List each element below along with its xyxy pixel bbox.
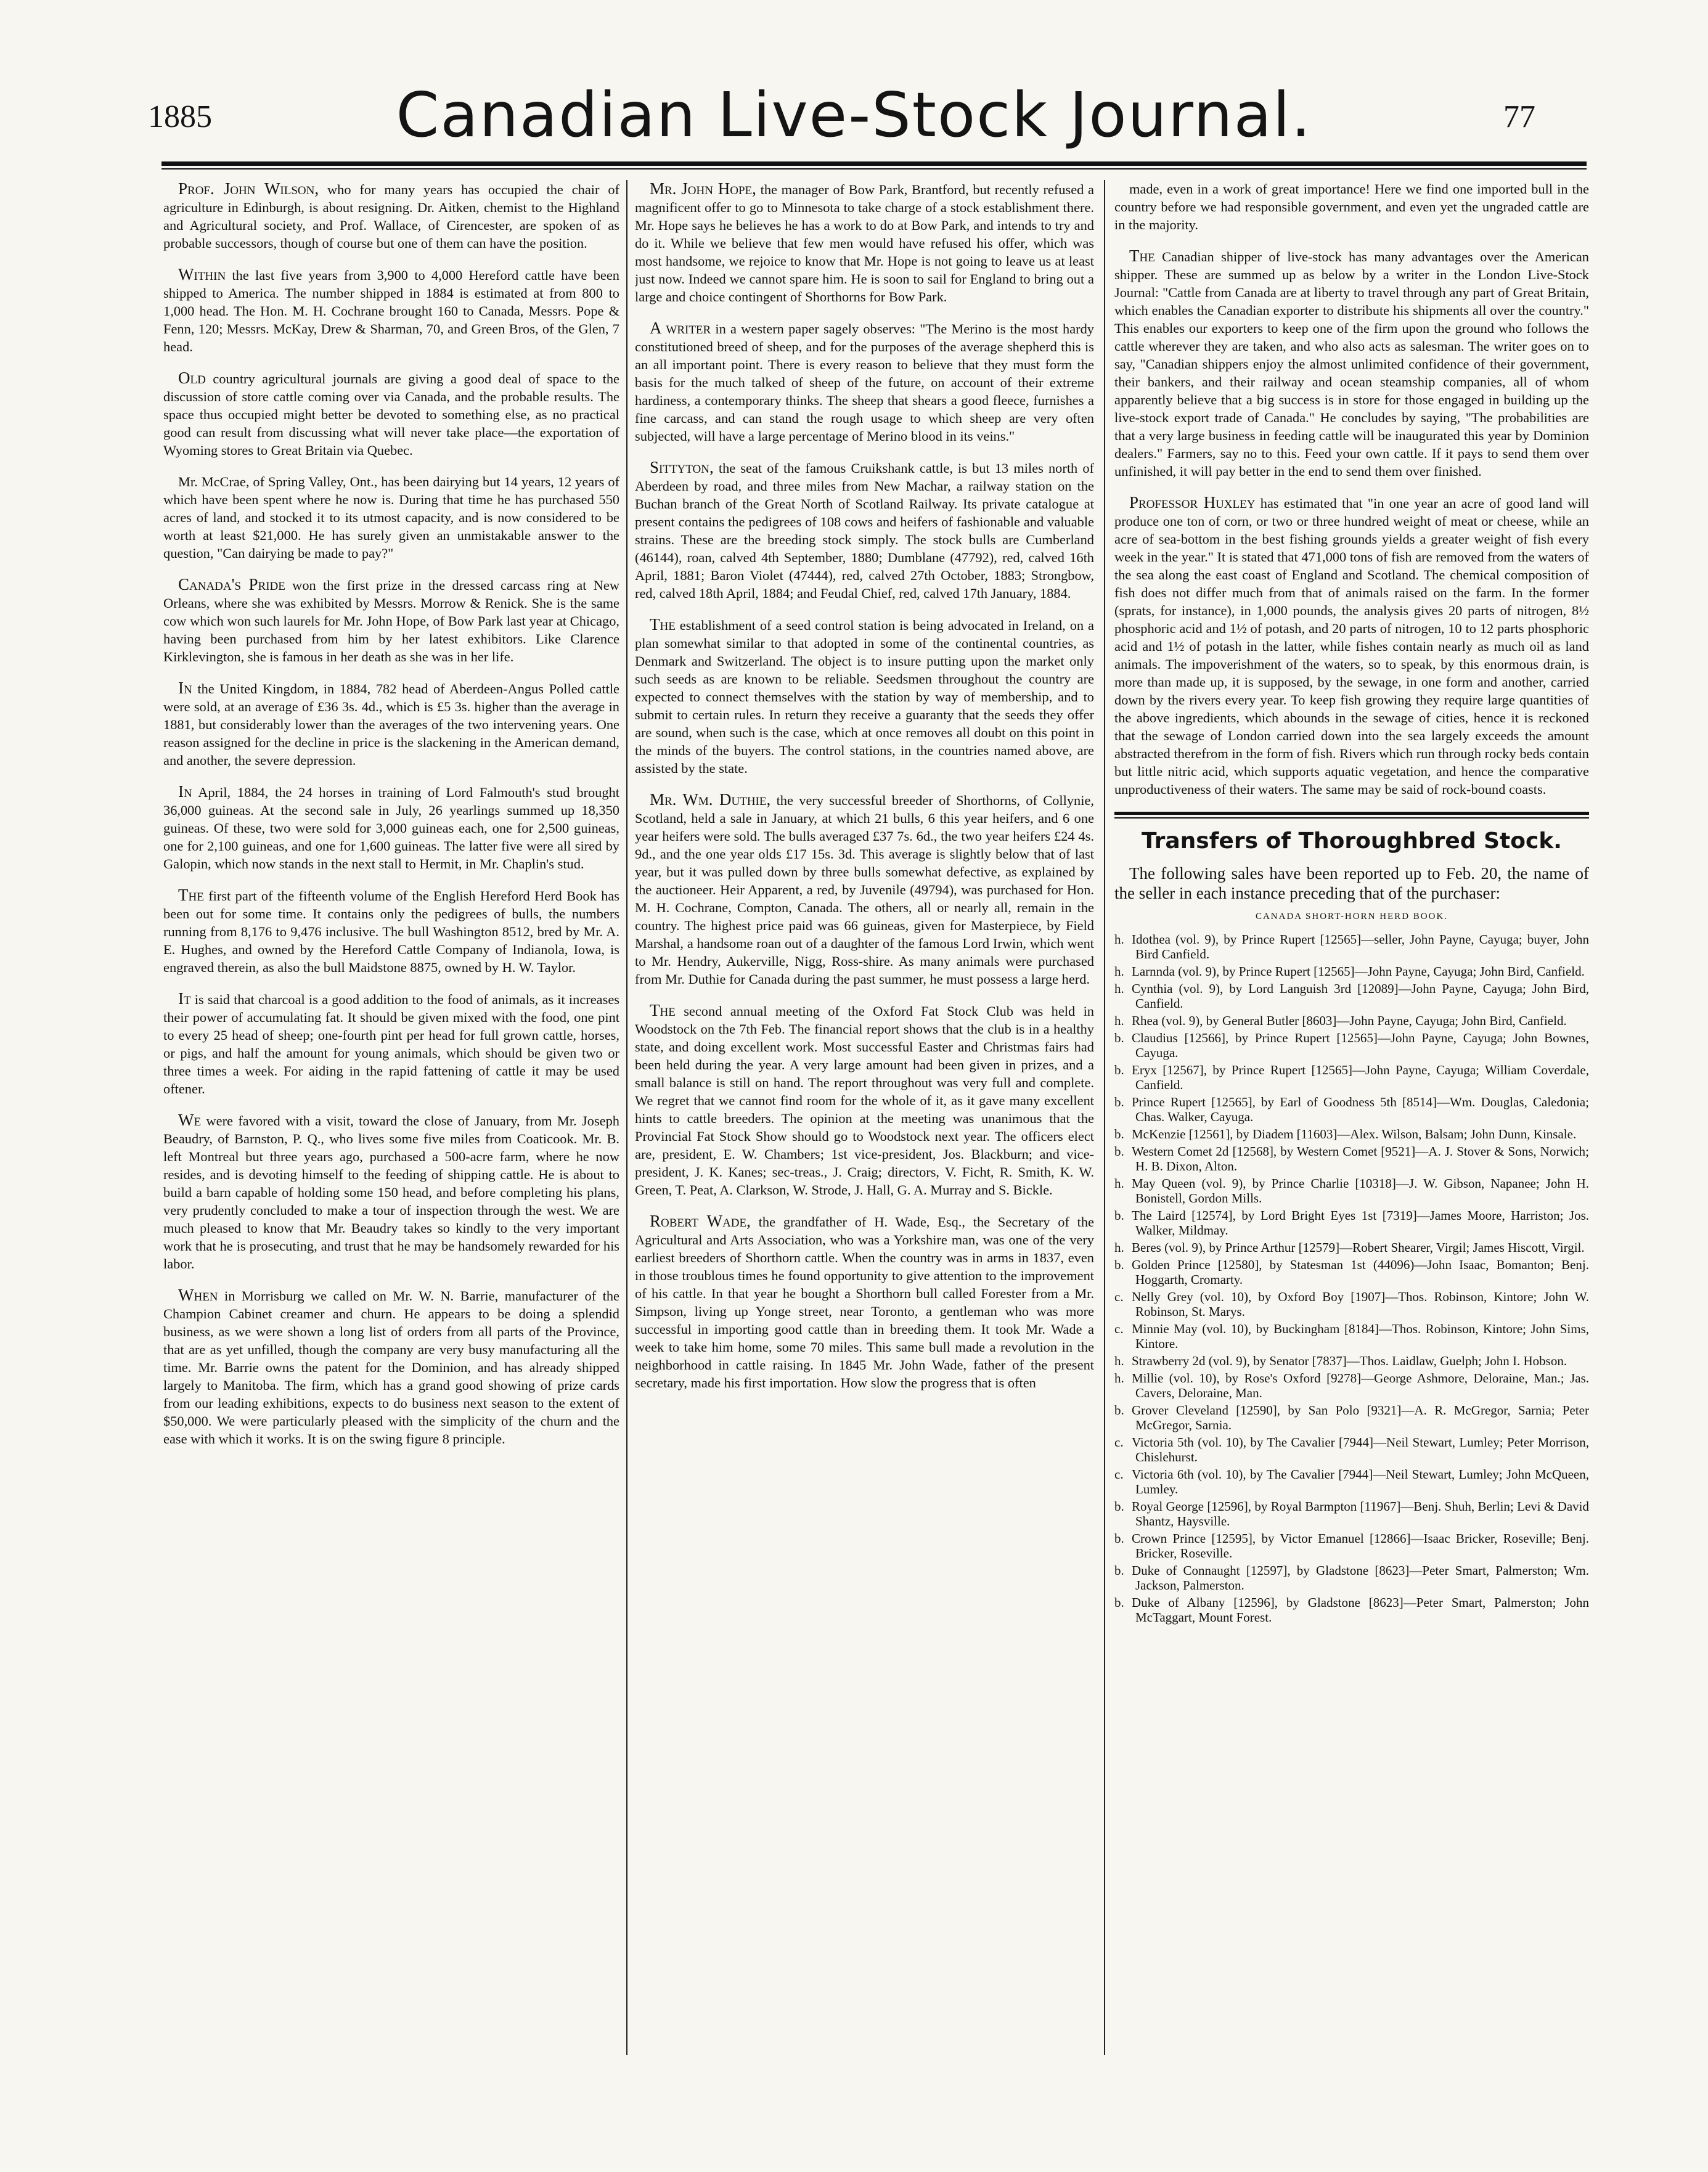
transfer-entry bbox=[1114, 1208, 1589, 1238]
article-paragraph bbox=[163, 1286, 619, 1448]
sex-code: b. bbox=[1114, 1127, 1124, 1141]
transfer-text: Rhea (vol. 9), by General Butler [8603]—John Payne, Cayuga; John Bird, Canfield. bbox=[1132, 1013, 1567, 1028]
paragraph-lead: The bbox=[650, 1001, 676, 1019]
paragraph-lead: In bbox=[178, 679, 192, 697]
paragraph-text: Mr. McCrae, of Spring Valley, Ont., has been dairying but 14 years, 12 years of which have been spent where he now is. During that time he has purchased 550 acres of land, and stocked it to its utmost capacity, and is now considered to be worth at least $21,000. He has surely given an unmistakable answer to the question, "Can dairying be made to pay?" bbox=[163, 474, 619, 561]
article-paragraph bbox=[163, 783, 619, 873]
article-paragraph bbox=[163, 473, 619, 562]
paragraph-lead: Old bbox=[178, 369, 206, 387]
article-paragraph bbox=[163, 266, 619, 356]
sex-code: h. bbox=[1114, 964, 1124, 979]
transfer-entry bbox=[1114, 1127, 1589, 1141]
paragraph-lead: A writer bbox=[650, 319, 711, 337]
transfer-text: Claudius [12566], by Prince Rupert [12565]—John Payne, Cayuga; John Bownes, Cayuga. bbox=[1132, 1031, 1589, 1060]
article-paragraph bbox=[163, 990, 619, 1098]
article-paragraph bbox=[635, 1002, 1094, 1199]
sex-code: c. bbox=[1114, 1467, 1124, 1482]
sex-code: h. bbox=[1114, 1353, 1124, 1368]
article-paragraph bbox=[163, 180, 619, 252]
article-paragraph bbox=[635, 1212, 1094, 1392]
column-divider bbox=[1104, 180, 1105, 2055]
paragraph-text: the grandfather of H. Wade, Esq., the Secretary of the Agricultural and Arts Association, who was a Yorkshire man, was one of the very earliest breeders of Shorthorn cattle. When the country was in arms in 1837, even in those troublous times he found opportunity to give attention to the improvement of his cattle. In that year he bought a Shorthorn bull called Forester from a Mr. Simpson, living up Yonge street, near Toronto, a gentleman who was more successful in importing good cattle than in breeding them. It took Mr. Wade a week to take him home, some 70 miles. This same bull made a revolution in the neighborhood in cattle raising. In 1845 Mr. John Wade, father of the present secretary, made his first importation. How slow the progress that is often bbox=[635, 1214, 1094, 1390]
transfer-entry bbox=[1114, 1353, 1589, 1368]
transfer-entry bbox=[1114, 981, 1589, 1011]
paragraph-lead: Sittyton, bbox=[650, 458, 714, 476]
transfer-text: Cynthia (vol. 9), by Lord Languish 3rd [12089]—John Payne, Cayuga; John Bird, Canfield. bbox=[1132, 981, 1589, 1011]
transfer-text: Minnie May (vol. 10), by Buckingham [8184]—Thos. Robinson, Kintore; John Sims, Kintore. bbox=[1132, 1321, 1589, 1351]
right-column-articles bbox=[1114, 180, 1589, 798]
transfer-entry bbox=[1114, 964, 1589, 979]
paragraph-lead: Prof. John Wilson, bbox=[178, 180, 319, 198]
column-divider bbox=[626, 180, 627, 2055]
sex-code: h. bbox=[1114, 1371, 1124, 1386]
column-right bbox=[1114, 180, 1589, 2067]
sex-code: b. bbox=[1114, 1595, 1124, 1610]
paragraph-lead: Canada's Pride bbox=[178, 575, 285, 594]
transfer-entry bbox=[1114, 1013, 1589, 1028]
transfer-entry bbox=[1114, 1321, 1589, 1351]
paragraph-lead: We bbox=[178, 1111, 202, 1129]
paragraph-text: Canadian shipper of live-stock has many advantages over the American shipper. These are summed up as below by a writer in the London Live-Stock Journal: "Cattle from Canada are at liberty to travel through any part of Great Britain, which enables the Canadian exporter to distribute his shipments all over the country." This enables our exporters to keep one of the firm upon the ground who follows the cattle wherever they are taken, and who also acts as salesman. The writer goes on to say, "Canadian shippers enjoy the almost unlimited confidence of their government, their bankers, and their railway and ocean steamship companies, all of whom apparently believe that a big success is in store for those engaged in building up the live-stock export trade of Canada." He concludes by saying, "The probabilities are that a very large business in feeding cattle will be inaugurated this year by Dominion dealers." Farmers, say no to this. Feed your own cattle. If it pays to send them over unfinished, it will pay better in the end to send them over finished. bbox=[1114, 249, 1589, 479]
sex-code: b. bbox=[1114, 1531, 1124, 1546]
paragraph-lead: Robert Wade, bbox=[650, 1212, 751, 1230]
paragraph-lead: The bbox=[1129, 247, 1155, 265]
transfer-list bbox=[1114, 932, 1589, 1625]
sex-code: b. bbox=[1114, 1499, 1124, 1514]
page-number: 77 bbox=[1503, 99, 1535, 134]
transfer-entry bbox=[1114, 1257, 1589, 1287]
paragraph-text: is said that charcoal is a good addition to the food of animals, as it increases their power of accumulating fat. It should be given mixed with the food, one pint to every 25 head of sheep; one-fourth pint per head for full grown cattle, horses, or pigs, and half the amount for young animals, which should be given two or three times a week. For aiding in the rapid fattening of cattle it may be used oftener. bbox=[163, 992, 619, 1096]
transfer-entry bbox=[1114, 1595, 1589, 1625]
sex-code: b. bbox=[1114, 1208, 1124, 1223]
paragraph-text: second annual meeting of the Oxford Fat Stock Club was held in Woodstock on the 7th Feb. The financial report shows that the club is in a healthy state, and doing excellent work. Most successful Easter and Christmas fairs had been held during the year. A very large amount had been given in prizes, and a small balance is still on hand. The report throughout was very full and complete. We regret that we cannot find room for the whole of it, as it gave many excellent hints to cattle breeders. The opinion at the meeting was unanimous that the Provincial Fat Stock Show should go to Woodstock next year. The officers elect are, president, E. W. Chambers; 1st vice-president, Jos. Blackburn; and vice-president, J. K. Kanes; sec-treas., J. Craig; directors, V. Ficht, R. Smith, K. W. Green, T. Peat, A. Clarkson, W. Strode, J. Hall, G. A. Murray and S. Bickle. bbox=[635, 1003, 1094, 1198]
transfer-entry bbox=[1114, 932, 1589, 961]
paragraph-text: the last five years from 3,900 to 4,000 Hereford cattle have been shipped to America. The number shipped in 1884 is estimated at from 800 to 1,000 head. The Hon. M. H. Cochrane brought 160 to Canada, Messrs. Pope & Fenn, 120; Messrs. McKay, Drew & Sharman, 70, and Green Bros, of the Glen, 7 head. bbox=[163, 267, 619, 354]
transfer-entry bbox=[1114, 1240, 1589, 1255]
transfers-heading: Transfers of Thoroughbred Stock. bbox=[1142, 828, 1562, 854]
sex-code: b. bbox=[1114, 1563, 1124, 1578]
column-left bbox=[163, 180, 619, 2067]
paragraph-text: the United Kingdom, in 1884, 782 head of Aberdeen-Angus Polled cattle were sold, at an average of £36 3s. 4d., which is £5 3s. higher than the average in 1881, but considerably lower than the averages of the two intervening years. One reason assigned for the decline in price is the slackening in the American demand, and another, the severe depression. bbox=[163, 681, 619, 768]
paragraph-text: made, even in a work of great importance! Here we find one imported bull in the country before we had responsible government, and even yet the ungraded cattle are in the majority. bbox=[1114, 181, 1589, 232]
transfer-text: Royal George [12596], by Royal Barmpton [11967]—Benj. Shuh, Berlin; Levi & David Shantz, Haysville. bbox=[1132, 1499, 1589, 1529]
paragraph-lead: Within bbox=[178, 265, 226, 284]
article-paragraph bbox=[163, 679, 619, 769]
sex-code: c. bbox=[1114, 1289, 1124, 1304]
article-paragraph bbox=[1114, 247, 1589, 480]
article-paragraph bbox=[1114, 494, 1589, 798]
issue-year: 1885 bbox=[148, 99, 212, 134]
paragraph-text: has estimated that "in one year an acre of good land will produce one ton of corn, or two or three hundred weight of meat or cheese, while an acre of sea-bottom in the best fishing grounds yields a greater weight of fish every week in the year." It is stated that 471,000 tons of fish are removed from the waters of the sea along the east coast of England and Scotland. The chemical composition of fish does not differ much from that of animals raised on the farm. In the former (sprats, for instance), in 1,000 pounds, the analysis gives 20 parts of nitrogen, 8½ phosphoric acid and 1½ of potash, and 20 parts of nitrogen, 10 to 12 parts phosphoric acid and 1½ of potash in the latter, while fishes contain nearly as much oil as land animals. The impoverishment of the waters, so to speak, by this enormous drain, is more than made up, it is supposed, by the sewage, in one form and another, carried down by the rivers every year. To keep fish growing they require large quantities of the above ingredients, which abounds in the sewage of cities, hence it is reckoned that the sewage of London carried down into the sea largely exceeds the amount abstracted therefrom in the form of fish. Rivers which run through rocky beds contain but little nitric acid, which supports aquatic vegetation, and hence the comparative unproductiveness of their waters. The same may be said of rock-bound coasts. bbox=[1114, 496, 1589, 797]
paragraph-text: the seat of the famous Cruikshank cattle, is but 13 miles north of Aberdeen by road, and three miles from New Machar, a railway station on the Buchan branch of the Great North of Scotland Railway. Its private catalogue at present contains the pedigrees of 108 cows and heifers of fashionable and valuable strains. These are the breeding stock simply. The stock bulls are Cumberland (46144), roan, calved 4th September, 1880; Dumblane (47792), red, calved 16th April, 1881; Baron Violet (47444), red, calved 27th October, 1883; Strongbow, red, calved 18th April, 1884; and Feudal Chief, red, calved 17th January, 1884. bbox=[635, 460, 1094, 601]
paragraph-text: first part of the fifteenth volume of the English Hereford Herd Book has been out for some time. It contains only the pedigrees of bulls, the numbers running from 8,176 to 9,476 inclusive. The bull Washington 8512, bred by Mr. A. E. Hughes, and owned by the Hereford Cattle Company of Indianola, Iowa, is engraved therein, as also the bull Maidstone 8875, owned by H. W. Taylor. bbox=[163, 888, 619, 975]
paragraph-lead: The bbox=[178, 886, 204, 904]
paragraph-text: won the first prize in the dressed carcass ring at New Orleans, where she was exhibited by Messrs. Morrow & Renick. She is the same cow which won such laurels for Mr. John Hope, of Bow Park last year at Chicago, having been purchased from him by her latest exhibitors. Like Clarence Kirklevington, she is famous in her death as she was in her life. bbox=[163, 578, 619, 664]
transfer-text: Nelly Grey (vol. 10), by Oxford Boy [1907]—Thos. Robinson, Kintore; John W. Robinson, St. Marys. bbox=[1132, 1289, 1589, 1319]
transfer-entry bbox=[1114, 1371, 1589, 1400]
transfer-text: Crown Prince [12595], by Victor Emanuel [12866]—Isaac Bricker, Roseville; Benj. Bricker, Roseville. bbox=[1132, 1531, 1589, 1561]
sex-code: c. bbox=[1114, 1435, 1124, 1450]
transfer-entry bbox=[1114, 1095, 1589, 1124]
column-middle bbox=[635, 180, 1094, 2067]
sex-code: h. bbox=[1114, 932, 1124, 947]
sex-code: h. bbox=[1114, 1013, 1124, 1028]
masthead bbox=[0, 0, 1708, 154]
transfer-text: Grover Cleveland [12590], by San Polo [9321]—A. R. McGregor, Sarnia; Peter McGregor, Sarnia. bbox=[1132, 1403, 1589, 1432]
sex-code: h. bbox=[1114, 981, 1124, 996]
paragraph-lead: Mr. Wm. Duthie, bbox=[650, 790, 771, 809]
transfer-text: Victoria 6th (vol. 10), by The Cavalier [7944]—Neil Stewart, Lumley; John McQueen, Lumley. bbox=[1132, 1467, 1589, 1496]
section-rule-thin bbox=[1114, 817, 1589, 819]
paragraph-lead: It bbox=[178, 989, 191, 1008]
paragraph-text: the very successful breeder of Shorthorns, of Collynie, Scotland, held a sale in January, at which 21 bulls, 6 this year heifers, and 6 one year heifers were sold. The bulls averaged £37 7s. 6d., the two year heifers £24 4s. 9d., and the one year olds £17 15s. 3d. This average is slightly below that of last year, but it was pulled down by three bulls somewhat defective, as explained by the auctioneer. Heir Apparent, a red, by Juvenile (49794), was purchased for Hon. M. H. Cochrane, Compton, Canada. The others, all or nearly all, remain in the country. The highest price paid was 66 guineas, given for Masterpiece, by Field Marshal, a handsome roan out of a daughter of the famous Lord Irwin, which went to Mr. Hendry, Aukerville, Nigg, Ross-shire. As many animals were purchased from Mr. Duthie for Canada during the past summer, he must possess a large herd. bbox=[635, 793, 1094, 987]
paragraph-text: were favored with a visit, toward the close of January, from Mr. Joseph Beaudry, of Barnston, P. Q., who lives some five miles from Coaticook. Mr. B. left Montreal but three years ago, purchased a 500-acre farm, where he now resides, and is devoting himself to the feeding of shipping cattle. He is about to build a barn capable of holding some 150 head, and before completing his plans, very prudently concluded to make a tour of inspection through the west. We are much pleased to know that Mr. Beaudry takes so kindly to the very important work that he is prosecuting, and trust that he may be handsomely rewarded for his labor. bbox=[163, 1113, 619, 1272]
article-paragraph bbox=[163, 576, 619, 666]
transfer-text: Duke of Albany [12596], by Gladstone [8623]—Peter Smart, Palmerston; John McTaggart, Mount Forest. bbox=[1132, 1595, 1589, 1625]
header-rule-thin bbox=[161, 168, 1587, 169]
transfer-text: Prince Rupert [12565], by Earl of Goodness 5th [8514]—Wm. Douglas, Caledonia; Chas. Walker, Cayuga. bbox=[1132, 1095, 1589, 1124]
paragraph-text: the manager of Bow Park, Brantford, but recently refused a magnificent offer to go to Minnesota to take charge of a stock establishment there. Mr. Hope says he believes he has a work to do at Bow Park, and intends to try and do it. While we believe that few men would have refused his offer, which was most handsome, we rejoice to know that Mr. Hope is not going to leave us at least just now. Indeed we cannot spare him. He is soon to sail for England to bring out a large and choice contingent of Shorthorns for Bow Park. bbox=[635, 182, 1094, 304]
sex-code: b. bbox=[1114, 1063, 1124, 1077]
paragraph-lead: The bbox=[650, 615, 676, 634]
transfer-text: McKenzie [12561], by Diadem [11603]—Alex. Wilson, Balsam; John Dunn, Kinsale. bbox=[1132, 1127, 1577, 1141]
transfer-text: Larnnda (vol. 9), by Prince Rupert [12565]—John Payne, Cayuga; John Bird, Canfield. bbox=[1132, 964, 1585, 979]
section-rule bbox=[1114, 812, 1589, 815]
article-paragraph bbox=[635, 319, 1094, 445]
transfer-text: Strawberry 2d (vol. 9), by Senator [7837]—Thos. Laidlaw, Guelph; John I. Hobson. bbox=[1132, 1353, 1567, 1368]
sex-code: b. bbox=[1114, 1144, 1124, 1159]
article-paragraph bbox=[163, 369, 619, 459]
article-paragraph bbox=[635, 616, 1094, 777]
paragraph-text: establishment of a seed control station is being advocated in Ireland, on a plan somewhat similar to that adopted in some of the continental countries, as Denmark and Switzerland. The object is to insure putting upon the market only such seeds as are known to be reliable. Seedsmen throughout the country are expected to connect themselves with the station by way of membership, and to submit to certain rules. In return they receive a guaranty that the seeds they offer are sound, when such is the case, which at once removes all doubt on this point in the minds of the buyers. The control stations, in the countries named above, are assisted by the state. bbox=[635, 618, 1094, 776]
transfer-entry bbox=[1114, 1063, 1589, 1092]
paragraph-text: in Morrisburg we called on Mr. W. N. Barrie, manufacturer of the Champion Cabinet creamer and churn. He appears to be doing a splendid business, as we were shown a long list of orders from all parts of the Province, that are as yet unfilled, though the company are very busy manufacturing all the time. Mr. Barrie owns the patent for the Dominion, and has already shipped largely to Manitoba. The firm, which has a grand good showing of prize cards from our leading exhibitions, expects to do business next season to the extent of $50,000. We were particularly pleased with the simplicity of the churn and the ease with which it works. It is on the swing figure 8 principle. bbox=[163, 1288, 619, 1447]
transfer-entry bbox=[1114, 1499, 1589, 1529]
transfer-text: The Laird [12574], by Lord Bright Eyes 1st [7319]—James Moore, Harriston; Jos. Walker, Mildmay. bbox=[1132, 1208, 1589, 1238]
transfer-text: Eryx [12567], by Prince Rupert [12565]—John Payne, Cayuga; William Coverdale, Canfield. bbox=[1132, 1063, 1589, 1092]
article-paragraph bbox=[163, 886, 619, 976]
sex-code: h. bbox=[1114, 1176, 1124, 1191]
article-paragraph bbox=[635, 459, 1094, 602]
transfer-entry bbox=[1114, 1403, 1589, 1432]
paragraph-lead: Mr. John Hope, bbox=[650, 180, 756, 198]
paragraph-text: April, 1884, the 24 horses in training of Lord Falmouth's stud brought 36,000 guineas. At the second sale in July, 26 yearlings summed up 18,350 guineas. Of these, two were sold for 3,000 guineas each, one for 2,500 guineas, one for 2,100 guineas, and one for 1,600 guineas. The latter five were all sired by Galopin, which now stands in the next stall to Hermit, in Mr. Chaplin's stud. bbox=[163, 785, 619, 872]
header-rule bbox=[161, 161, 1587, 166]
herd-book-subheading: CANADA SHORT-HORN HERD BOOK. bbox=[1255, 912, 1449, 921]
transfer-text: Victoria 5th (vol. 10), by The Cavalier [7944]—Neil Stewart, Lumley; Peter Morrison, Chislehurst. bbox=[1132, 1435, 1589, 1464]
transfer-text: May Queen (vol. 9), by Prince Charlie [10318]—J. W. Gibson, Napanee; John H. Bonistell, Gordon Mills. bbox=[1132, 1176, 1589, 1206]
sex-code: h. bbox=[1114, 1240, 1124, 1255]
transfer-text: Golden Prince [12580], by Statesman 1st (44096)—John Isaac, Bomanton; Benj. Hoggarth, Cromarty. bbox=[1132, 1257, 1589, 1287]
journal-title: Canadian Live-Stock Journal. bbox=[396, 79, 1312, 151]
sex-code: c. bbox=[1114, 1321, 1124, 1336]
paragraph-lead: Professor Huxley bbox=[1129, 493, 1256, 512]
transfers-intro: The following sales have been reported up to Feb. 20, the name of the seller in each instance preceding that of the purchaser: bbox=[1114, 864, 1589, 902]
sex-code: b. bbox=[1114, 1257, 1124, 1272]
transfer-entry bbox=[1114, 1435, 1589, 1464]
paragraph-text: country agricultural journals are giving a good deal of space to the discussion of store cattle coming over via Canada, and the probable results. The space thus occupied might better be devoted to something else, as no practical good can result from discussing what will never take place—the exportation of Wyoming stores to Great Britain via Quebec. bbox=[163, 371, 619, 458]
transfer-text: Western Comet 2d [12568], by Western Comet [9521]—A. J. Stover & Sons, Norwich; H. B. Dixon, Alton. bbox=[1132, 1144, 1589, 1174]
article-paragraph bbox=[1114, 180, 1589, 234]
transfer-entry bbox=[1114, 1176, 1589, 1206]
paragraph-lead: In bbox=[178, 782, 192, 801]
transfer-entry bbox=[1114, 1563, 1589, 1593]
transfer-entry bbox=[1114, 1031, 1589, 1060]
transfer-entry bbox=[1114, 1289, 1589, 1319]
article-paragraph bbox=[635, 791, 1094, 988]
transfer-text: Millie (vol. 10), by Rose's Oxford [9278]—George Ashmore, Deloraine, Man.; Jas. Cavers, Deloraine, Man. bbox=[1132, 1371, 1589, 1400]
transfer-text: Duke of Connaught [12597], by Gladstone [8623]—Peter Smart, Palmerston; Wm. Jackson, Palmerston. bbox=[1132, 1563, 1589, 1593]
article-paragraph bbox=[163, 1111, 619, 1273]
sex-code: b. bbox=[1114, 1095, 1124, 1109]
sex-code: b. bbox=[1114, 1031, 1124, 1045]
paragraph-text: who for many years has occupied the chair of agriculture in Edinburgh, is about resigning. Dr. Aitken, chemist to the Highland and Agricultural society, and Prof. Wallace, of Cirencester, are spoken of as probable successors, though of course but one of them can have the position. bbox=[163, 182, 619, 251]
paragraph-text: in a western paper sagely observes: "The Merino is the most hardy constitutioned breed of sheep, and for the purposes of the average shepherd this is an all important point. There is every reason to believe that they must form the basis for the much talked of sheep of the future, on account of their extreme hardiness, a contemporary thinks. The sheep that shears a good fleece, furnishes a fine carcass, and can stand the rough usage to which sheep are very often subjected, will have a large percentage of Merino blood in its veins." bbox=[635, 321, 1094, 444]
transfer-entry bbox=[1114, 1467, 1589, 1496]
transfer-entry bbox=[1114, 1144, 1589, 1174]
transfer-text: Idothea (vol. 9), by Prince Rupert [12565]—seller, John Payne, Cayuga; buyer, John Bird Canfield. bbox=[1132, 932, 1589, 961]
transfer-text: Beres (vol. 9), by Prince Arthur [12579]—Robert Shearer, Virgil; James Hiscott, Virgil. bbox=[1132, 1240, 1585, 1255]
paragraph-lead: When bbox=[178, 1286, 218, 1304]
transfer-entry bbox=[1114, 1531, 1589, 1561]
sex-code: b. bbox=[1114, 1403, 1124, 1418]
article-paragraph bbox=[635, 180, 1094, 306]
